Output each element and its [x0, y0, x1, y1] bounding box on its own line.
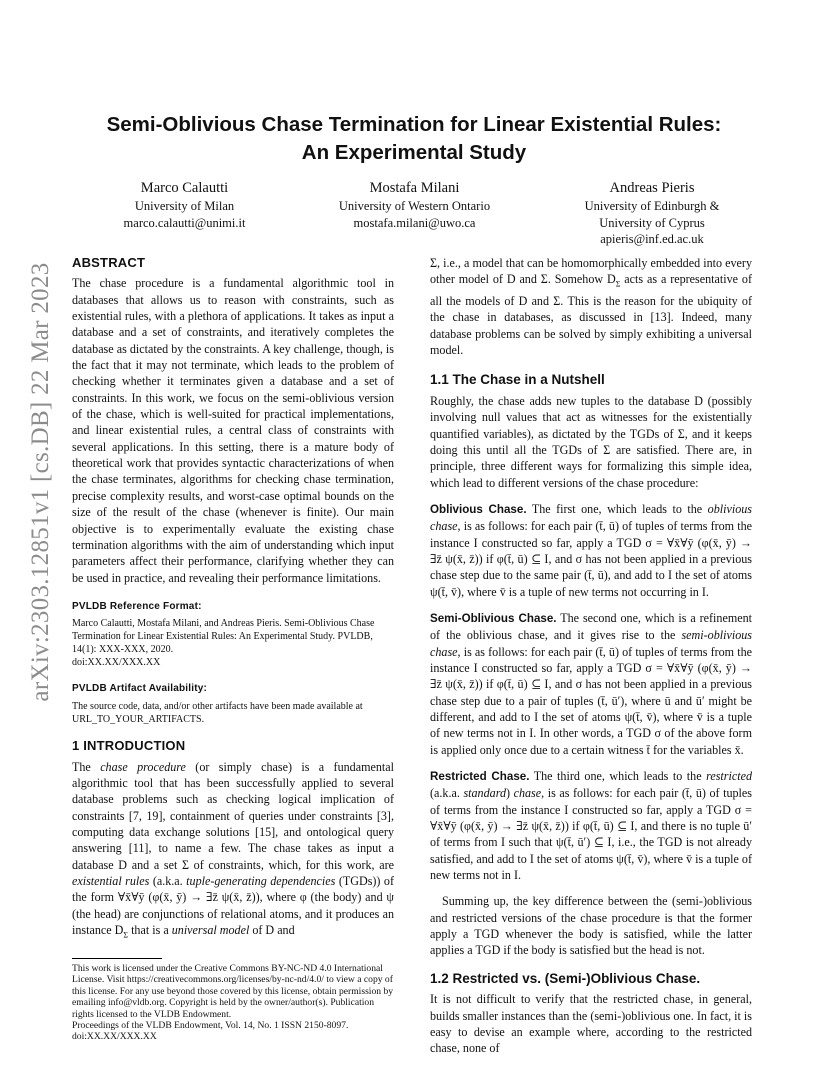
pvldb-reference-doi: doi:XX.XX/XXX.XX	[72, 656, 161, 668]
arxiv-stamp-text: arXiv:2303.12851v1 [cs.DB] 22 Mar 2023	[27, 262, 54, 702]
right-column	[430, 255, 752, 1057]
pvldb-reference-heading: PVLDB Reference Format:	[72, 600, 202, 612]
restricted-chase-paragraph: Restricted Chase. The third one, which leads to the restricted (a.k.a. standard) chase, is as follows: for each pair (t̄, ū) of tuples of terms from the instance I constructed so far, apply a TGD σ = ∀x̄∀ȳ (φ(x̄, ȳ) → ∃z̄ ψ(x̄, z̄)) if φ(t̄, ū) ⊆ I, and there is no tuple ū′ of terms from I such that ψ(t̄, ū′) ⊆ I, i.e., the TGD is not already satisfied, and add to I the set of atoms ψ(t̄, v̄), where v̄ is a tuple of new terms not in I.	[430, 769, 752, 883]
author-email: mostafa.milani@uwo.ca	[353, 215, 476, 230]
abstract-heading: ABSTRACT	[72, 255, 146, 270]
license-footnote: This work is licensed under the Creative Commons BY-NC-ND 4.0 International License. Visit https://creativecommons.org/licenses/by-nc-nd/4.0/ to view a copy of this license. For any use beyond those covered by this license, obtain permission by emailing info@vldb.org. Copyright is held by the owner/author(s). Publication rights licensed to the VLDB Endowment.	[72, 962, 394, 1020]
footnote-rule	[72, 958, 162, 959]
section-1-2-heading: 1.2 Restricted vs. (Semi-)Oblivious Chase.	[430, 970, 701, 986]
introduction-heading: 1 INTRODUCTION	[72, 738, 186, 754]
author-name: Mostafa Milani	[369, 180, 460, 196]
title-line-2: An Experimental Study	[301, 141, 527, 164]
section-1-1-heading: 1.1 The Chase in a Nutshell	[430, 372, 605, 388]
semi-oblivious-chase-paragraph: Semi-Oblivious Chase. The second one, which is a refinement of the oblivious chase, and it gives rise to the semi-oblivious chase, is as follows: for each pair (t̄, ū) of tuples of terms from the instance I constructed so far, apply a TGD σ = ∀x̄∀ȳ (φ(x̄, ȳ) → ∃z̄ ψ(x̄, z̄)) if φ(t̄, ū) ⊆ I, and σ has not been applied in a previous chase step due to a pair of tuples (t̄, ū′), where ū and ū′ might be different, and add to I the set of atoms ψ(t̄, v̄), where v̄ is a tuple of new terms not in I. In other words, a TGD σ of the above form is applied only once due to a certain witness t̄ for the variables x̄.	[430, 610, 753, 757]
pvldb-artifact-text: The source code, data, and/or other artifacts have been made available at URL_TO_YOUR_ARTIFACTS.	[72, 700, 363, 725]
author-affiliation: University of Western Ontario	[338, 199, 491, 213]
title-line-1: Semi-Oblivious Chase Termination for Linear Existential Rules:	[106, 113, 722, 136]
author-name: Andreas Pieris	[609, 180, 695, 196]
pvldb-artifact-heading: PVLDB Artifact Availability:	[72, 683, 208, 695]
left-column	[72, 255, 394, 1043]
intro-continuation: Σ, i.e., a model that can be homomorphically embedded into every other model of D and Σ. Somehow $D_\Sigma$ acts as a representative of all the models of D and Σ. This is the reason for the ubiquity of the chase in databases, as discussed in [13]. Indeed, many database problems can be solved by simply exhibiting a universal model.	[430, 256, 752, 358]
proceedings-footnote: Proceedings of the VLDB Endowment, Vol. 14, No. 1 ISSN 2150-8097.	[72, 1019, 349, 1031]
author-email: apieris@inf.ed.ac.uk	[600, 232, 704, 247]
section-1-2-text: It is not difficult to verify that the restricted chase, in general, builds smaller instances than the (semi-)oblivious one. In fact, it is easy to devise an example where, according to the restricted chase, none of	[430, 992, 752, 1056]
author-affiliation: University of Milan	[134, 199, 235, 213]
introduction-paragraph: The chase procedure (or simply chase) is a fundamental algorithmic tool that has been successfully applied to several database problems such as checking logical implication of constraints [7, 19], containment of queries under constraints [3], computing data exchange solutions [15], and ontological query answering [11], to name a few. The chase takes as input a database D and a set Σ of constraints, which, for this work, are existential rules (a.k.a. tuple-generating dependencies (TGDs)) of the form ∀x̄∀ȳ (φ(x̄, ȳ) → ∃z̄ ψ(x̄, z̄)), where φ (the body) and ψ (the head) are conjunctions of relational atoms, and it produces an instance $D_\Sigma$ that is a universal model of D and	[72, 759, 394, 940]
arxiv-side-stamp	[18, 262, 64, 702]
author-3	[537, 179, 767, 248]
doi-footnote: doi:XX.XX/XXX.XX	[72, 1031, 157, 1043]
oblivious-chase-paragraph: Oblivious Chase. The first one, which leads to the oblivious chase, is as follows: for each pair (t̄, ū) of tuples of terms from the instance I constructed so far, apply a TGD σ = ∀x̄∀ȳ (φ(x̄, ȳ) → ∃z̄ ψ(x̄, z̄)) if φ(t̄, ū) ⊆ I, and σ has not been applied in a previous chase step due to the same pair (t̄, ū), and add to I the set of atoms ψ(t̄, v̄), where v̄ is a tuple of new terms not occurring in I.	[430, 501, 752, 599]
author-2	[302, 179, 527, 231]
section-1-1-text: Roughly, the chase adds new tuples to the database D (possibly involving null values that act as witnesses for the existentially quantified variables), as dictated by the TGDs of Σ, and it keeps doing this until all the TGDs of Σ are satisfied. There are, in principle, three different ways for formalizing this simple idea, which lead to different versions of the chase procedure:	[430, 393, 752, 490]
pvldb-reference-text: Marco Calautti, Mostafa Milani, and Andreas Pieris. Semi-Oblivious Chase Termination for Linear Existential Rules: An Experimental Study. PVLDB, 14(1): XXX-XXX, 2020.	[72, 618, 375, 655]
author-email: marco.calautti@unimi.it	[123, 215, 246, 230]
author-affiliation-2: University of Cyprus	[599, 215, 705, 230]
author-name: Marco Calautti	[140, 180, 229, 196]
author-1	[72, 179, 297, 231]
abstract-text: The chase procedure is a fundamental algorithmic tool in databases that allows us to reason with constraints, such as existential rules, with a plethora of applications. It takes as input a database and a set of constraints, and iteratively completes the database as dictated by the constraints. A key challenge, though, is the fact that it may not terminate, which leads to the problem of checking whether it terminates given a database and a set of constraints. In this work, we focus on the semi-oblivious version of the chase, which is well-suited for practical implementations, and linear existential rules, a central class of constraints with several applications. In this setting, there is a mature body of theoretical work that provides syntactic characterizations of when the chase terminates, algorithms for checking chase termination, precise complexity results, and worst-case optimal bounds on the size of the result of the chase (whenever is finite). Our main objective is to experimentally evaluate the existing chase termination algorithms with the aim of understanding which input parameters affect their performance, clarifying whether they can be used in practice, and revealing their performance limitations.	[72, 276, 394, 585]
author-affiliation: University of Edinburgh &	[584, 199, 720, 213]
paper-title	[72, 111, 756, 167]
summing-up-paragraph: Summing up, the key difference between the (semi-)oblivious and restricted versions of the chase procedure is that the former apply a TGD whenever the body is satisfied, while the latter applies a TGD if the body is satisfied but the head is not.	[430, 894, 752, 958]
